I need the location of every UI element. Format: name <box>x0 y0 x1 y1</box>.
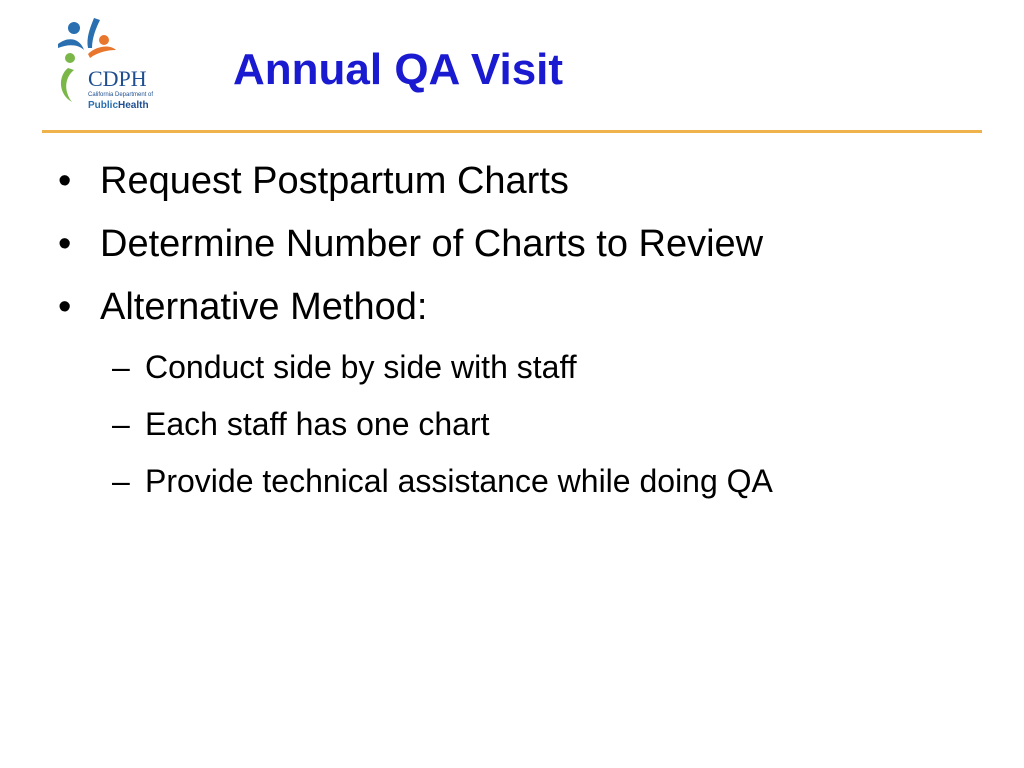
sub-bullet-text: Conduct side by side with staff <box>145 349 577 385</box>
logo-figure-orange-arm <box>88 47 116 58</box>
bullet-marker: • <box>58 223 72 265</box>
sub-bullet-text: Provide technical assistance while doing QA <box>145 463 773 499</box>
logo-lettering: CDPH <box>88 66 147 91</box>
logo-brand-public: Public <box>88 100 119 111</box>
bullet-text: Request Postpartum Charts <box>100 160 569 202</box>
bullet-text: Determine Number of Charts to Review <box>100 223 764 265</box>
logo-figure-blue-arm <box>58 39 84 50</box>
bullet-list <box>0 150 1024 510</box>
logo-figure-orange-head <box>99 35 109 45</box>
sub-bullet-item <box>0 396 1024 453</box>
logo-figure-blue-body <box>87 18 100 48</box>
logo-figure-green-body <box>61 68 74 102</box>
sub-bullet-item <box>0 339 1024 396</box>
bullet-item <box>0 150 1024 213</box>
sub-bullet-item <box>0 453 1024 510</box>
logo-figure-blue-head <box>68 22 80 34</box>
sub-bullet-marker: – <box>112 463 130 499</box>
logo-figure-green-head <box>65 53 75 63</box>
sub-bullet-marker: – <box>112 349 130 385</box>
logo-brand <box>88 100 149 111</box>
sub-bullet-marker: – <box>112 406 130 442</box>
logo-subline: California Department of <box>88 92 154 98</box>
logo-brand-health: Health <box>118 100 149 111</box>
bullet-item <box>0 213 1024 276</box>
bullet-item <box>0 276 1024 339</box>
title-divider <box>42 130 982 133</box>
cdph-logo-graphic <box>50 14 168 112</box>
sub-bullet-text: Each staff has one chart <box>145 406 490 442</box>
bullet-text: Alternative Method: <box>100 286 428 328</box>
cdph-logo <box>50 14 168 112</box>
slide-title: Annual QA Visit <box>233 45 564 94</box>
bullet-marker: • <box>58 286 72 328</box>
bullet-marker: • <box>58 160 72 202</box>
